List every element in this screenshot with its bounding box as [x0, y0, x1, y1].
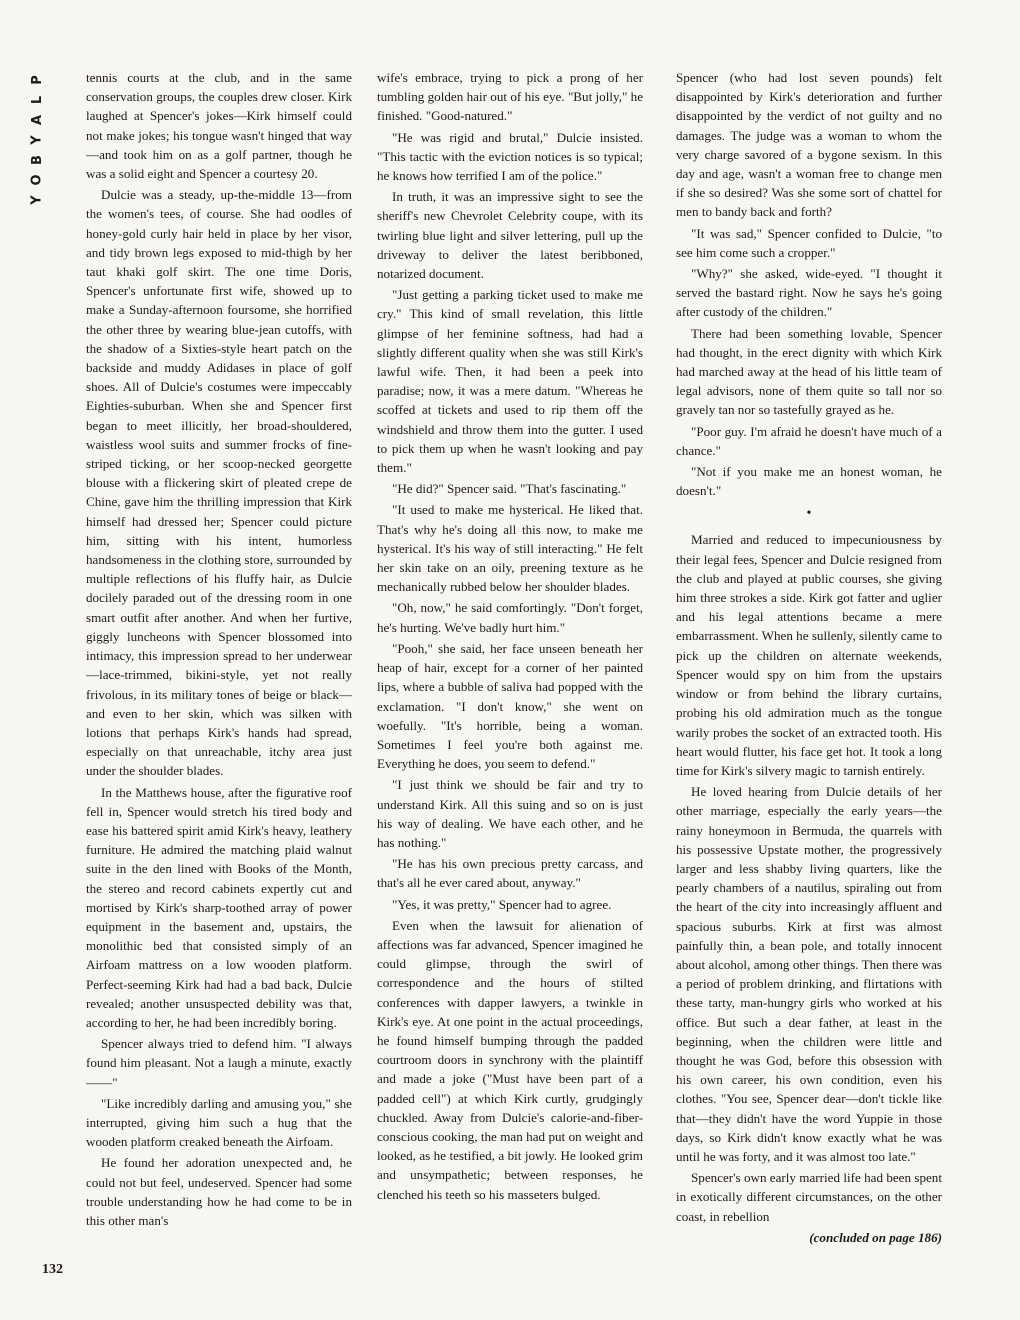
section-break: •	[806, 506, 812, 522]
text-column-2	[377, 68, 643, 1206]
paragraph: Married and reduced to impecuniousness by their legal fees, Spencer and Dulcie resigned from the club and played at public courses, she giving him three strokes a side. Kirk got fatter and uglier and his legal attentions became a mere embarrassment. When he sullenly, silently came to pick up the children on alternate weekends, Spencer would spy on him from the upstairs window or from behind the library curtains, probing his old admiration much as the tongue warily probes the socket of an extracted tooth. His heart would flutter, his face get hot. It took a long time for Kirk's silvery magic to tarnish entirely.	[676, 532, 942, 778]
paragraph: There had been something lovable, Spencer had thought, in the erect dignity with which Kirk had marched away at the head of his little team of legal advisors, none of them quite so tall nor so gravely tan nor so tastefully grayed as he.	[676, 325, 942, 418]
paragraph: "He has his own precious pretty carcass, and that's all he ever cared about, anyway."	[377, 856, 643, 891]
paragraph: wife's embrace, trying to pick a prong of her tumbling golden hair out of his eye. "But jolly," he finished. "Good-natured."	[377, 70, 643, 124]
paragraph: Dulcie was a steady, up-the-middle 13—from the women's tees, of course. She had oodles of honey-gold curly hair held in place by her visor, and tidy brown legs exposed to mid-thigh by her taut khaki golf skirt. The one time Doris, Spencer's unfortunate first wife, showed up to make a Sunday-afternoon foursome, she horrified the other three by wearing blue-jean cutoffs, with the shadow of a Sixties-style heart patch on the backside and muddy Adidases in place of golf shoes. All of Dulcie's costumes were impeccably Eighties-suburban. When she and Spencer first began to meet illicitly, her broad-shouldered, waistless wool suits and summer frocks of fine-striped ticking, or her scoop-necked georgette blouse with a flickering skirt of pleated crepe de Chine, gave him the thrilling impression that Kirk himself had dressed her; Spencer could picture him, sitting with his intent, humorless handsomeness in the clothing store, surrounded by multiple reflections of his fluffy hair, as Dulcie docilely paraded out of the dressing room in one smart outfit after another. And when her furtive, giggly luncheons with Spencer blossomed into intimacy, this impression spread to her underwear—lace-trimmed, bikini-style, yet not really frivolous, in its military tones of beige or black—and even to her skin, which was silken with lotions that perhaps Kirk's hands had spread, especially on that unreachable, itchy area just under the shoulder blades.	[86, 187, 352, 779]
runner-letter: Y	[29, 195, 45, 205]
paragraph: "He did?" Spencer said. "That's fascinating."	[392, 481, 627, 497]
paragraph: "Not if you make me an honest woman, he doesn't."	[676, 464, 942, 499]
text-column-1	[86, 68, 352, 1232]
page-number: 132	[42, 1262, 63, 1277]
paragraph: "He was rigid and brutal," Dulcie insisted. "This tactic with the eviction notices is so typical; he knows how terrified I am of the police."	[377, 129, 643, 184]
paragraph: In truth, it was an impressive sight to see the sheriff's new Chevrolet Celebrity coupe, with its twirling blue light and silver lettering, pull up the driveway to deliver the latest beribboned, notarized document.	[377, 189, 643, 282]
paragraph: "Pooh," she said, her face unseen beneath her heap of hair, except for a corner of her painted lips, where a bubble of saliva had popped with the exclamation. "I don't know," she went on woefully. "It's horrible, being a woman. Sometimes I feel you're both against me. Everything he does, you seem to defend."	[377, 640, 643, 772]
runner-letter: O	[30, 174, 45, 186]
paragraph: "It used to make me hysterical. He liked that. That's why he's doing all this now, to make me hysterical. It's his way of still interacting." He felt her skin take on an oily, preening texture as he mechanically rubbed below her shoulder blades.	[377, 502, 643, 595]
paragraph: Spencer always tried to defend him. "I always found him pleasant. Not a laugh a minute, exactly——"	[86, 1036, 352, 1090]
continuation-note: (concluded on page 186)	[809, 1229, 942, 1245]
paragraph: "Like incredibly darling and amusing you," she interrupted, giving him such a hug that the wooden platform creaked beneath the Airfoam.	[86, 1095, 352, 1150]
paragraph: He loved hearing from Dulcie details of her other marriage, especially the early years—the rainy honeymoon in Bermuda, the quarrels with his possessive Upstate mother, the progressively larger and less shabby living quarters, like the pearly chambers of a nautilus, spiraling out from the heart of the city into increasingly affluent and spacious suburbs. Kirk at first was almost painfully thin, a bean pole, and totally innocent about alcohol, among other things. Then there was a period of problem drinking, and flirtations with these tarty, man-hungry girls who worked at his office. But such a dear father, at least in the beginning, when the children were little and thought he was God, before this obsession with his own career, his own condition, even his clothes. "You see, Spencer dear—don't tickle like that—they didn't have the word Yuppie in those days, so Kirk didn't know exactly what he was until he was forty, and it was almost too late."	[676, 784, 942, 1164]
paragraph: "Just getting a parking ticket used to make me cry." This kind of small revelation, this little glimpse of her feminine softness, had had a slightly different quality when she was still Kirk's lawful wife. Then, it had been a peek into paradise; now, it was a mere datum. "Whereas he scoffed at tickets and used to rip them off the windshield and throw them into the gutter. I used to pick them up when he wasn't looking and pay them."	[377, 287, 643, 476]
runner-letter: L	[29, 95, 45, 105]
paragraph: Spencer (who had lost seven pounds) felt disappointed by Kirk's deterioration and further disappointed by the verdict of not guilty and no damages. The judge was a woman to whom the very charge savored of a bygone sexism. In this day and age, wasn't a woman free to change men if she so desired? Was she some sort of chattel for men to bandy back and forth?	[676, 70, 942, 220]
runner-letter: A	[30, 114, 45, 126]
runner-letter: P	[30, 75, 45, 85]
paragraph: Spencer's own early married life had been spent in exotically different circumstances, on the other coast, in rebellion	[676, 1170, 942, 1224]
magazine-runner	[24, 70, 52, 210]
paragraph: "Yes, it was pretty," Spencer had to agree.	[392, 896, 612, 912]
runner-letter: B	[29, 155, 45, 165]
paragraph: In the Matthews house, after the figurative roof fell in, Spencer would stretch his tired body and ease his battered spirit amid Kirk's heavy, leathery furniture. He admired the matching plaid walnut suite in the den lined with Books of the Month, the stereo and record cabinets expertly cut and mortised by Kirk's sharp-toothed array of power equipment in the basement and, upstairs, the monolithic bed that consisted simply of an Airfoam mattress on a low wooden platform. Perfect-seeming Kirk had had a bad back, Dulcie revealed; another unsuspected debility was that, according to her, he had been incredibly boring.	[86, 784, 352, 1030]
paragraph: Even when the lawsuit for alienation of affections was far advanced, Spencer imagined he could glimpse, through the swirl of correspondence and the hours of stilted conferences with dapper lawyers, a twinkle in Kirk's eye. At one point in the actual proceedings, he found himself bumping through the padded courtroom doors in synchrony with the plaintiff and made a joke ("Must have been part of a padded cell") at which Kirk curtly, grudgingly chuckled. Away from Dulcie's calorie-and-fiber-conscious cooking, the man had put on weight and looked, as he testified, a bit jowly. He looked grim and unsympathetic; between responses, he clenched his teeth so his masseters bulged.	[377, 917, 643, 1202]
paragraph: "Why?" she asked, wide-eyed. "I thought it served the bastard right. Now he says he's going after custody of the children."	[676, 266, 942, 320]
paragraph: "Oh, now," he said comfortingly. "Don't forget, he's hurting. We've badly hurt him."	[377, 600, 643, 635]
paragraph: He found her adoration unexpected and, he could not but feel, undeserved. Spencer had some trouble understanding how he had come to be in this other man's	[86, 1155, 352, 1228]
paragraph: "I just think we should be fair and try to understand Kirk. All this suing and so on is just his way of dealing. We have each other, and he has nothing."	[377, 777, 643, 850]
paragraph: "Poor guy. I'm afraid he doesn't have much of a chance."	[676, 423, 942, 458]
paragraph: tennis courts at the club, and in the same conservation groups, the couples drew closer. Kirk laughed at Spencer's jokes—Kirk himself could not make jokes; his tongue wasn't hinged that way—and took him on as a golf partner, though he was a solid eight and Spencer a courtesy 20.	[86, 70, 352, 182]
paragraph: "It was sad," Spencer confided to Dulcie, "to see him come such a cropper."	[676, 225, 942, 260]
runner-letter: Y	[29, 135, 45, 145]
text-column-3	[676, 68, 942, 1249]
